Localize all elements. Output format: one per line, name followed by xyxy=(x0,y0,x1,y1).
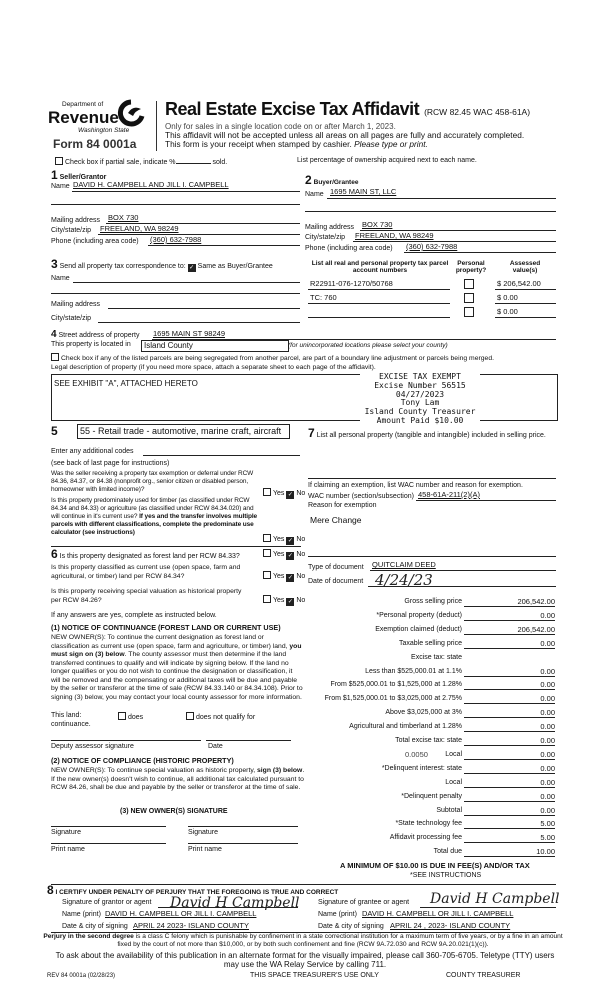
treasurer-use: THIS SPACE TREASURER'S USE ONLY xyxy=(250,972,379,979)
perjury-notice: Perjury in the second degree is a class C felony which is punishable by confinement in a state correctional institution for a maximum term of five years, or by a fine in an amount fixed by the court of not more than $10,000, or by both such confinement and fine (RCW 9A.72.030 and RCW 9A.20.021(1)(c)). xyxy=(43,933,563,948)
fee-value[interactable]: 10.00 xyxy=(465,847,555,857)
seller-city-field[interactable]: FREELAND, WA 98249 xyxy=(100,224,179,233)
citation: (RCW 82.45 WAC 458-61A) xyxy=(424,107,531,117)
fee-value[interactable]: 0.00 xyxy=(465,722,555,732)
revision: REV 84 0001a (02/28/23) xyxy=(47,973,116,979)
label: WAC number (section/subsection) xyxy=(308,493,414,500)
fee-label: Total due xyxy=(433,848,462,856)
exemption-reason-field[interactable]: Mere Change xyxy=(310,515,362,525)
label: Name xyxy=(305,191,324,198)
assessed-value-field[interactable]: $ 0.00 xyxy=(497,293,518,302)
certify-heading: 8 I CERTIFY UNDER PENALTY OF PERJURY THAT THE FOREGOING IS TRUE AND CORRECT xyxy=(47,883,339,897)
agency-line: Department of xyxy=(62,101,104,108)
label: City/state/zip xyxy=(305,234,346,241)
fee-value[interactable]: 0.00 xyxy=(465,667,555,677)
same-as-buyer-checkbox[interactable]: ✓ xyxy=(189,265,195,271)
q2-yes-no[interactable]: Yes ✓ No xyxy=(263,534,305,545)
parcel-number-field[interactable]: TC: 760 xyxy=(310,293,337,302)
label: Signature xyxy=(188,829,218,836)
section-number: 5 xyxy=(51,424,58,438)
fee-label: Local xyxy=(445,778,462,786)
label: continuance. xyxy=(51,721,91,728)
fee-value[interactable]: 206,542.00 xyxy=(465,597,555,607)
fee-value[interactable]: 0.00 xyxy=(465,806,555,816)
grantor-signature[interactable]: David H Campbell xyxy=(170,895,300,911)
form-number: Form 84 0001a xyxy=(53,137,137,151)
parcel-number-field[interactable]: R22911-076-1270/50768 xyxy=(310,279,393,288)
question-timber: Is this property predominately used for timber (as classified under RCW 84.34 and 84.33) or agriculture (as classified under RCW 84.34.020) and will continue in it's current use? xyxy=(51,497,254,520)
seller-phone-field[interactable]: (360) 632-7988 xyxy=(150,235,202,244)
label: Enter any additional codes xyxy=(51,448,134,455)
treasurer-stamp: EXCISE TAX EXEMPT Excise Number 56515 04/27/2023 Tony Lam Island County Treasurer Amount Paid $10.00 xyxy=(360,373,480,426)
fee-value[interactable]: 0.00 xyxy=(465,611,555,621)
personal-col-header: Personal property? xyxy=(455,260,487,275)
seller-mailing-field[interactable]: BOX 730 xyxy=(108,213,139,222)
grantee-name-field[interactable]: DAVID H. CAMPBELL OR JILL I. CAMPBELL xyxy=(362,909,514,918)
label: Name xyxy=(51,183,70,190)
grantee-date-field[interactable]: APRIL 24 , 2023- ISLAND COUNTY xyxy=(390,921,511,930)
fee-value[interactable]: 5.00 xyxy=(465,833,555,843)
title-row xyxy=(165,99,530,120)
label: City/state/zip xyxy=(51,315,92,322)
fee-value[interactable]: 206,542.00 xyxy=(465,625,555,635)
question-historic: Is this property receiving special valuation as historical property per RCW 84.26? xyxy=(51,588,242,604)
buyer-city-field[interactable]: FREELAND, WA 98249 xyxy=(355,231,434,240)
label: Mailing address xyxy=(51,217,101,224)
label: Type of document xyxy=(308,564,364,571)
if-any-note: If any answers are yes, complete as instructed below. xyxy=(51,612,217,619)
question-forest: 6 Is this property designated as forest land per RCW 84.33? xyxy=(51,547,240,561)
label: (see back of last page for instructions) xyxy=(51,460,170,467)
buyer-mailing-field[interactable]: BOX 730 xyxy=(362,220,393,229)
label: Mailing address xyxy=(305,224,355,231)
assessed-value-field[interactable]: $ 0.00 xyxy=(497,307,518,316)
label: Date & city of signing xyxy=(318,923,384,930)
grantor-name-field[interactable]: DAVID H. CAMPBELL OR JILL I. CAMPBELL xyxy=(105,909,257,918)
label: Signature xyxy=(51,829,81,836)
buyer-name-field[interactable]: 1695 MAIN ST, LLC xyxy=(330,187,397,196)
q1-yes-no[interactable]: Yes ✓ No xyxy=(263,488,305,499)
county-select[interactable]: Island County xyxy=(141,340,289,352)
agency-state: Washington State xyxy=(78,127,130,134)
fee-label: Affidavit processing fee xyxy=(389,834,462,842)
fee-value[interactable]: 5.00 xyxy=(465,819,555,829)
seller-name-field[interactable]: DAVID H. CAMPBELL AND JILL I. CAMPBELL xyxy=(73,180,229,189)
label: Reason for exemption xyxy=(308,502,377,509)
personal-property-label: List all personal property (tangible and intangible) included in selling price. xyxy=(316,432,546,439)
seller-heading: 1 Seller/Grantor xyxy=(51,168,107,182)
label: Date xyxy=(208,743,223,750)
new-owner-signature-heading: (3) NEW OWNER(S) SIGNATURE xyxy=(120,808,228,815)
question-current-use: Is this property classified as current use (open space, farm and agricultural, or timber) land per RCW 84.34? xyxy=(51,564,241,580)
fee-label: Total excise tax: state xyxy=(395,737,462,744)
fee-label: Local xyxy=(445,750,462,758)
label: Signature of grantor or agent xyxy=(62,899,152,906)
fee-label: From $1,525,000.01 to $3,025,000 at 2.75% xyxy=(324,695,462,703)
county-note: (for unincorporated locations please select your county) xyxy=(288,342,448,349)
grantee-signature[interactable]: David H Campbell xyxy=(430,891,560,907)
q4-yes-no[interactable]: Yes ✓ No xyxy=(263,571,305,582)
fee-label: Less than $525,000.01 at 1.1% xyxy=(365,667,462,675)
notice1-heading: (1) NOTICE OF CONTINUANCE (FOREST LAND OR CURRENT USE) xyxy=(51,623,281,632)
label: Deputy assessor signature xyxy=(51,743,134,750)
label: Date & city of signing xyxy=(62,923,128,930)
grantor-date-field[interactable]: APRIL 24 2023- ISLAND COUNTY xyxy=(133,921,250,930)
legal-description: SEE EXHIBIT "A", ATTACHED HERETO xyxy=(54,379,198,388)
label: Name (print) xyxy=(318,911,357,918)
fee-value[interactable]: 0.00 xyxy=(465,694,555,704)
assessed-col-header: Assessed value(s) xyxy=(509,260,541,275)
fee-value[interactable]: 0.00 xyxy=(465,792,555,802)
personal-property-checkbox[interactable] xyxy=(464,279,476,291)
question-exemption: Was the seller receiving a property tax exemption or deferral under RCW 84.36, 84.37, or 84.38 (nonprofit org., senior citizen or disabled person, homeowner with limited income)? xyxy=(51,470,254,493)
header-line: This affidavit will not be accepted unless all areas on all pages are fully and accurately completed. xyxy=(165,130,525,140)
does-not-qualify-checkbox[interactable]: does not qualify for xyxy=(186,712,255,722)
label: City/state/zip xyxy=(51,227,92,234)
label: Mailing address xyxy=(51,301,101,308)
fee-label: *Delinquent interest: state xyxy=(381,764,462,772)
use-code-select[interactable]: 55 - Retail trade - automotive, marine craft, aircraft xyxy=(77,424,290,439)
label: This land: xyxy=(51,712,82,719)
personal-property-checkbox[interactable] xyxy=(464,293,476,305)
label: Print name xyxy=(188,846,222,853)
legal-description-field[interactable] xyxy=(51,374,558,421)
page-title: Real Estate Excise Tax Affidavit xyxy=(165,99,420,119)
fee-label: From $525,000.01 to $1,525,000 at 1.28% xyxy=(330,681,462,689)
fee-value[interactable]: 0.00 xyxy=(465,750,555,760)
label: Phone (including area code) xyxy=(51,238,139,245)
fee-label: *State technology fee xyxy=(395,820,462,828)
exemption-label: If claiming an exemption, list WAC number and reason for exemption. xyxy=(308,482,523,489)
fee-label: Excise tax: state xyxy=(411,653,462,661)
header-line: This form is your receipt when stamped by cashier. Please type or print. xyxy=(165,139,428,149)
fee-label: Agricultural and timberland at 1.28% xyxy=(349,723,462,731)
fee-value[interactable]: 0.00 xyxy=(465,680,555,690)
agency-name: Revenue xyxy=(48,108,119,127)
wac-number-field[interactable]: 458-61A-211(2)(A) xyxy=(418,490,480,499)
fee-label: *Personal property (deduct) xyxy=(376,611,462,619)
label: Signature of grantee or agent xyxy=(318,899,410,906)
see-instructions: *SEE INSTRUCTIONS xyxy=(410,872,482,879)
partial-sale-checkbox[interactable]: Check box if partial sale, indicate % sold. xyxy=(55,157,227,167)
fee-label: Subtotal xyxy=(436,806,462,814)
fee-label: Taxable selling price xyxy=(398,639,462,647)
notice2-heading: (2) NOTICE OF COMPLIANCE (HISTORIC PROPERTY) xyxy=(51,756,234,765)
assessed-value-field[interactable]: $ 206,542.00 xyxy=(497,279,541,288)
label: Date of document xyxy=(308,578,364,585)
county-treasurer: COUNTY TREASURER xyxy=(446,972,521,979)
q3-yes-no[interactable]: Yes ✓ No xyxy=(263,549,305,560)
parcel-col-header: List all real and personal property tax parcel account numbers xyxy=(311,260,449,275)
header-line: Only for sales in a single location code on or after March 1, 2023. xyxy=(165,122,396,131)
fee-value[interactable]: 0.00 xyxy=(465,764,555,774)
segregated-checkbox[interactable]: Check box if any of the listed parcels are being segregated from another parcel, are part of a boundary line adjustment or parcels being merged. xyxy=(51,353,494,363)
label: Print name xyxy=(51,846,85,853)
local-rate: 0.0050 xyxy=(405,749,428,759)
minimum-notice: A MINIMUM OF $10.00 IS DUE IN FEE(S) AND/OR TAX xyxy=(340,861,530,870)
document-date-field[interactable]: 4/24/23 xyxy=(375,571,433,589)
correspondence-heading: 3 Send all property tax correspondence to: ✓ Same as Buyer/Grantee xyxy=(51,257,273,271)
revenue-logo-icon xyxy=(117,99,147,127)
street-label: 4 Street address of property xyxy=(51,329,140,340)
label: Name (print) xyxy=(62,911,101,918)
fee-label: Gross selling price xyxy=(404,598,462,605)
personal-property-checkbox[interactable] xyxy=(464,307,476,319)
fee-value[interactable]: 0.00 xyxy=(465,639,555,649)
fee-label: *Delinquent penalty xyxy=(401,792,462,800)
ownership-note: List percentage of ownership acquired next to each name. xyxy=(297,157,477,164)
buyer-phone-field[interactable]: (360) 632-7988 xyxy=(406,242,458,251)
fee-value[interactable]: 0.00 xyxy=(465,708,555,718)
label: Phone (including area code) xyxy=(305,245,393,252)
label: Name xyxy=(51,275,70,282)
fee-value[interactable]: 0.00 xyxy=(465,778,555,788)
fee-label: Above $3,025,000 at 3% xyxy=(385,709,462,717)
fee-value[interactable]: 0.00 xyxy=(465,736,555,746)
buyer-heading: 2 Buyer/Grantee xyxy=(305,173,359,187)
label: This property is located in xyxy=(51,341,131,348)
document-type-field[interactable]: QUITCLAIM DEED xyxy=(372,560,436,569)
fee-label: Exemption claimed (deduct) xyxy=(375,625,462,633)
alternate-format-notice: To ask about the availability of this publication in an alternate format for the visually impaired, please call 360-705-6705. Teletype (TTY) users may use the WA Relay Service by calling 711. xyxy=(55,951,555,969)
legal-label: Legal description of property (if you need more space, attach a separate sheet to each page of the affidavit). xyxy=(51,364,376,371)
does-checkbox[interactable]: does xyxy=(118,712,143,722)
street-address-field[interactable]: 1695 MAIN ST 98249 xyxy=(153,329,225,338)
q5-yes-no[interactable]: Yes ✓ No xyxy=(263,595,305,606)
